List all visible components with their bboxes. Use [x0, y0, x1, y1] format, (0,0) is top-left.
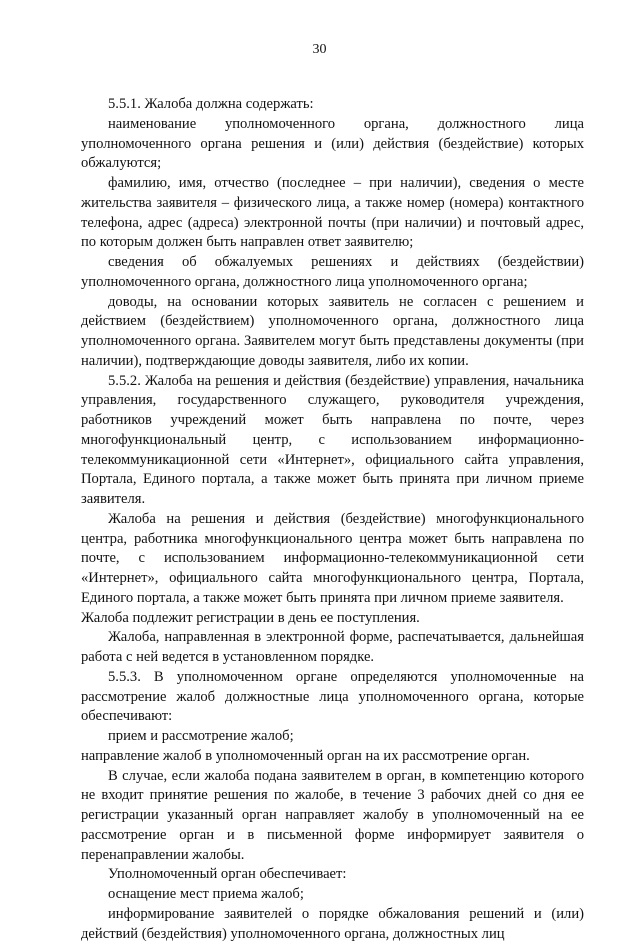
- paragraph-equipment: оснащение мест приема жалоб;: [108, 886, 304, 902]
- paragraph-authority-ensures: Уполномоченный орган обеспечивает:: [108, 866, 347, 883]
- paragraph-mfc-complaint: Жалоба на решения и действия (бездействие) многофункционального центра, работника многофункционального центра может быть направлена по почте, с использованием информационно-телекоммуникационной сети «Интернет», официального сайта многофункционального центра, Портала, Единого портала, а также может быть принята при личном приеме заявителя.: [81, 510, 584, 606]
- paragraph-electronic-form: Жалоба, направленная в электронной форме, распечатывается, дальнейшая работа с ней ведется в установленном порядке.: [81, 629, 584, 665]
- paragraph-receipt: прием и рассмотрение жалоб;: [108, 728, 294, 744]
- paragraph-applicant-details: фамилию, имя, отчество (последнее – при наличии), сведения о месте жительства заявителя – физического лица, а также номер (номера) контактного телефона, адрес (адреса) электронной почты (при наличии) и почтовый адрес, по которым должен быть направлен ответ заявителю;: [81, 175, 584, 251]
- page-number: 30: [312, 42, 327, 57]
- paragraph-informing: информирование заявителей о порядке обжалования решений и (или) действий (бездействия) уполномоченного органа, должностных лиц: [81, 905, 584, 942]
- paragraph-appealed-decisions: сведения об обжалуемых решениях и действиях (бездействии) уполномоченного органа, должностного лица уполномоченного органа;: [81, 254, 584, 290]
- paragraph-5-5-1-heading: 5.5.1. Жалоба должна содержать:: [108, 96, 314, 112]
- document-body: [81, 95, 584, 944]
- paragraph-5-5-2: 5.5.2. Жалоба на решения и действия (бездействие) управления, начальника управления, государственного служащего, руководителя учреждения, работников учреждений может быть направлена по почте, через многофункциональный центр, с использованием информационно-телекоммуникационной сети «Интернет», официального сайта управления, Портала, Единого портала, а также может быть принята при личном приеме заявителя.: [81, 372, 584, 507]
- paragraph-forwarding: направление жалоб в уполномоченный орган на их рассмотрение орган.: [81, 747, 530, 764]
- paragraph-arguments: доводы, на основании которых заявитель не согласен с решением и действием (бездействием) уполномоченного органа, должностного лица уполномоченного органа. Заявителем могут быть представлены документы (при наличии), подтверждающие доводы заявителя, либо их копии.: [81, 293, 584, 369]
- paragraph-5-5-3: 5.5.3. В уполномоченном органе определяются уполномоченные на рассмотрение жалоб должностные лица уполномоченного органа, которые обеспечивают:: [81, 668, 584, 725]
- paragraph-redirect-case: В случае, если жалоба подана заявителем в орган, в компетенцию которого не входит принятие решения по жалобе, в течение 3 рабочих дней со дня ее регистрации указанный орган направляет жалобу в уполномоченный на ее рассмотрение орган и в письменной форме информирует заявителя о перенаправлении жалобы.: [81, 767, 584, 863]
- paragraph-authority-name: наименование уполномоченного органа, должностного лица уполномоченного органа решения и (или) действия (бездействие) которых обжалуются;: [81, 115, 584, 172]
- paragraph-registration: Жалоба подлежит регистрации в день ее поступления.: [81, 609, 420, 626]
